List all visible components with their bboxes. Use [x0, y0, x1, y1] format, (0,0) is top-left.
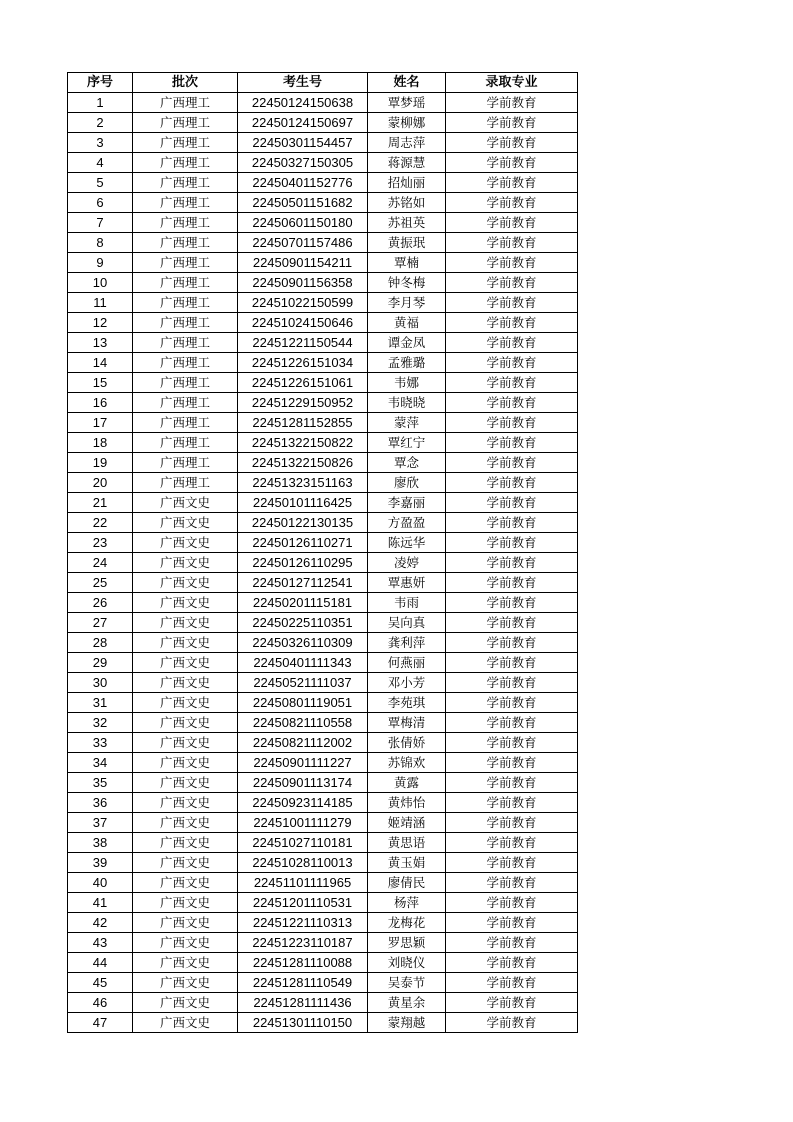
cell-student-name: 姬靖涵 [368, 813, 446, 833]
cell-batch: 广西理工 [133, 353, 238, 373]
table-row [68, 673, 578, 693]
cell-exam-number: 22451322150826 [238, 453, 368, 473]
cell-student-name: 蒙萍 [368, 413, 446, 433]
table-row [68, 593, 578, 613]
cell-serial-number: 41 [68, 893, 133, 913]
cell-batch: 广西理工 [133, 133, 238, 153]
cell-admitted-major: 学前教育 [446, 473, 578, 493]
cell-serial-number: 33 [68, 733, 133, 753]
cell-exam-number: 22450923114185 [238, 793, 368, 813]
cell-batch: 广西理工 [133, 233, 238, 253]
cell-student-name: 蒋源慧 [368, 153, 446, 173]
cell-admitted-major: 学前教育 [446, 633, 578, 653]
cell-batch: 广西文史 [133, 873, 238, 893]
cell-batch: 广西理工 [133, 153, 238, 173]
cell-student-name: 刘晓仪 [368, 953, 446, 973]
cell-admitted-major: 学前教育 [446, 313, 578, 333]
table-row [68, 393, 578, 413]
cell-student-name: 黄露 [368, 773, 446, 793]
cell-admitted-major: 学前教育 [446, 173, 578, 193]
table-row [68, 773, 578, 793]
cell-admitted-major: 学前教育 [446, 733, 578, 753]
cell-batch: 广西理工 [133, 433, 238, 453]
cell-serial-number: 25 [68, 573, 133, 593]
cell-student-name: 韦娜 [368, 373, 446, 393]
cell-admitted-major: 学前教育 [446, 933, 578, 953]
table-row [68, 513, 578, 533]
cell-serial-number: 39 [68, 853, 133, 873]
cell-student-name: 龚利萍 [368, 633, 446, 653]
cell-admitted-major: 学前教育 [446, 553, 578, 573]
cell-admitted-major: 学前教育 [446, 133, 578, 153]
table-row [68, 573, 578, 593]
cell-student-name: 韦雨 [368, 593, 446, 613]
table-row [68, 693, 578, 713]
table-row [68, 413, 578, 433]
cell-batch: 广西文史 [133, 593, 238, 613]
table-row [68, 653, 578, 673]
table-row [68, 193, 578, 213]
cell-admitted-major: 学前教育 [446, 973, 578, 993]
cell-serial-number: 34 [68, 753, 133, 773]
table-row [68, 613, 578, 633]
cell-student-name: 蒙柳娜 [368, 113, 446, 133]
cell-batch: 广西理工 [133, 453, 238, 473]
cell-exam-number: 22450126110295 [238, 553, 368, 573]
cell-exam-number: 22451223110187 [238, 933, 368, 953]
cell-student-name: 覃惠妍 [368, 573, 446, 593]
cell-exam-number: 22451322150822 [238, 433, 368, 453]
cell-student-name: 孟雅璐 [368, 353, 446, 373]
cell-admitted-major: 学前教育 [446, 853, 578, 873]
cell-admitted-major: 学前教育 [446, 993, 578, 1013]
table-row [68, 913, 578, 933]
table-row [68, 933, 578, 953]
cell-exam-number: 22450122130135 [238, 513, 368, 533]
cell-serial-number: 8 [68, 233, 133, 253]
cell-serial-number: 37 [68, 813, 133, 833]
table-row [68, 553, 578, 573]
table-row [68, 793, 578, 813]
cell-serial-number: 27 [68, 613, 133, 633]
cell-batch: 广西理工 [133, 393, 238, 413]
table-row [68, 533, 578, 553]
cell-serial-number: 38 [68, 833, 133, 853]
cell-student-name: 黄炜怡 [368, 793, 446, 813]
header-serial-number: 序号 [68, 73, 133, 93]
cell-admitted-major: 学前教育 [446, 113, 578, 133]
cell-batch: 广西文史 [133, 513, 238, 533]
cell-exam-number: 22451226151061 [238, 373, 368, 393]
cell-student-name: 罗思颖 [368, 933, 446, 953]
table-row [68, 853, 578, 873]
cell-student-name: 周志萍 [368, 133, 446, 153]
cell-student-name: 廖欣 [368, 473, 446, 493]
cell-serial-number: 21 [68, 493, 133, 513]
table-header-row [68, 73, 578, 93]
cell-admitted-major: 学前教育 [446, 453, 578, 473]
cell-student-name: 吴泰节 [368, 973, 446, 993]
cell-batch: 广西文史 [133, 913, 238, 933]
cell-exam-number: 22450225110351 [238, 613, 368, 633]
cell-batch: 广西文史 [133, 673, 238, 693]
cell-exam-number: 22450326110309 [238, 633, 368, 653]
cell-admitted-major: 学前教育 [446, 893, 578, 913]
cell-batch: 广西理工 [133, 193, 238, 213]
cell-batch: 广西理工 [133, 213, 238, 233]
cell-batch: 广西文史 [133, 493, 238, 513]
cell-serial-number: 29 [68, 653, 133, 673]
table-row [68, 993, 578, 1013]
cell-exam-number: 22451101111965 [238, 873, 368, 893]
cell-admitted-major: 学前教育 [446, 753, 578, 773]
cell-batch: 广西文史 [133, 833, 238, 853]
cell-batch: 广西文史 [133, 773, 238, 793]
table-row [68, 333, 578, 353]
cell-batch: 广西文史 [133, 733, 238, 753]
table-row [68, 713, 578, 733]
cell-student-name: 杨萍 [368, 893, 446, 913]
cell-admitted-major: 学前教育 [446, 813, 578, 833]
cell-student-name: 覃念 [368, 453, 446, 473]
cell-exam-number: 22451229150952 [238, 393, 368, 413]
cell-student-name: 覃梅清 [368, 713, 446, 733]
cell-student-name: 谭金凤 [368, 333, 446, 353]
header-admitted-major: 录取专业 [446, 73, 578, 93]
cell-exam-number: 22450701157486 [238, 233, 368, 253]
cell-admitted-major: 学前教育 [446, 1013, 578, 1033]
cell-serial-number: 22 [68, 513, 133, 533]
cell-batch: 广西文史 [133, 933, 238, 953]
cell-exam-number: 22450901111227 [238, 753, 368, 773]
cell-exam-number: 22450601150180 [238, 213, 368, 233]
cell-exam-number: 22450901113174 [238, 773, 368, 793]
cell-serial-number: 47 [68, 1013, 133, 1033]
cell-serial-number: 4 [68, 153, 133, 173]
cell-admitted-major: 学前教育 [446, 833, 578, 853]
cell-serial-number: 43 [68, 933, 133, 953]
header-exam-number: 考生号 [238, 73, 368, 93]
cell-student-name: 苏祖英 [368, 213, 446, 233]
table-row [68, 373, 578, 393]
table-row [68, 433, 578, 453]
cell-admitted-major: 学前教育 [446, 413, 578, 433]
cell-batch: 广西理工 [133, 173, 238, 193]
cell-admitted-major: 学前教育 [446, 233, 578, 253]
table-row [68, 493, 578, 513]
cell-batch: 广西文史 [133, 793, 238, 813]
table-row [68, 473, 578, 493]
cell-serial-number: 16 [68, 393, 133, 413]
cell-admitted-major: 学前教育 [446, 333, 578, 353]
cell-student-name: 方盈盈 [368, 513, 446, 533]
table-row [68, 213, 578, 233]
cell-serial-number: 10 [68, 273, 133, 293]
cell-admitted-major: 学前教育 [446, 513, 578, 533]
table-row [68, 273, 578, 293]
cell-admitted-major: 学前教育 [446, 793, 578, 813]
cell-exam-number: 22450201115181 [238, 593, 368, 613]
cell-student-name: 苏铭如 [368, 193, 446, 213]
cell-serial-number: 5 [68, 173, 133, 193]
cell-batch: 广西理工 [133, 313, 238, 333]
cell-serial-number: 13 [68, 333, 133, 353]
table-row [68, 173, 578, 193]
cell-batch: 广西文史 [133, 973, 238, 993]
cell-exam-number: 22451024150646 [238, 313, 368, 333]
cell-batch: 广西文史 [133, 753, 238, 773]
cell-admitted-major: 学前教育 [446, 773, 578, 793]
cell-serial-number: 40 [68, 873, 133, 893]
cell-exam-number: 22451221110313 [238, 913, 368, 933]
cell-exam-number: 22450327150305 [238, 153, 368, 173]
cell-admitted-major: 学前教育 [446, 93, 578, 113]
cell-student-name: 覃梦瑶 [368, 93, 446, 113]
cell-serial-number: 3 [68, 133, 133, 153]
table-row [68, 753, 578, 773]
header-student-name: 姓名 [368, 73, 446, 93]
cell-exam-number: 22451221150544 [238, 333, 368, 353]
cell-student-name: 韦晓晓 [368, 393, 446, 413]
cell-exam-number: 22450101116425 [238, 493, 368, 513]
cell-admitted-major: 学前教育 [446, 433, 578, 453]
cell-student-name: 招灿丽 [368, 173, 446, 193]
cell-exam-number: 22450124150638 [238, 93, 368, 113]
cell-student-name: 蒙翔越 [368, 1013, 446, 1033]
table-row [68, 873, 578, 893]
table-row [68, 93, 578, 113]
cell-exam-number: 22450801119051 [238, 693, 368, 713]
cell-exam-number: 22451001111279 [238, 813, 368, 833]
cell-student-name: 苏锦欢 [368, 753, 446, 773]
cell-exam-number: 22450521111037 [238, 673, 368, 693]
cell-exam-number: 22451028110013 [238, 853, 368, 873]
cell-student-name: 李嘉丽 [368, 493, 446, 513]
cell-student-name: 黄星余 [368, 993, 446, 1013]
cell-student-name: 吴向真 [368, 613, 446, 633]
cell-serial-number: 45 [68, 973, 133, 993]
cell-batch: 广西文史 [133, 1013, 238, 1033]
cell-batch: 广西文史 [133, 893, 238, 913]
cell-exam-number: 22450901156358 [238, 273, 368, 293]
table-row [68, 633, 578, 653]
cell-serial-number: 12 [68, 313, 133, 333]
cell-admitted-major: 学前教育 [446, 353, 578, 373]
cell-admitted-major: 学前教育 [446, 273, 578, 293]
cell-serial-number: 11 [68, 293, 133, 313]
cell-batch: 广西文史 [133, 713, 238, 733]
cell-student-name: 黄振珉 [368, 233, 446, 253]
cell-serial-number: 42 [68, 913, 133, 933]
cell-student-name: 张倩娇 [368, 733, 446, 753]
table-row [68, 733, 578, 753]
cell-exam-number: 22450821112002 [238, 733, 368, 753]
table-row [68, 953, 578, 973]
cell-admitted-major: 学前教育 [446, 873, 578, 893]
cell-admitted-major: 学前教育 [446, 573, 578, 593]
cell-admitted-major: 学前教育 [446, 913, 578, 933]
cell-batch: 广西理工 [133, 113, 238, 133]
table-row [68, 893, 578, 913]
cell-exam-number: 22451027110181 [238, 833, 368, 853]
table-row [68, 153, 578, 173]
table-row [68, 133, 578, 153]
admission-roster-table [67, 72, 578, 1033]
cell-serial-number: 46 [68, 993, 133, 1013]
cell-exam-number: 22451281110088 [238, 953, 368, 973]
cell-batch: 广西文史 [133, 693, 238, 713]
cell-exam-number: 22451022150599 [238, 293, 368, 313]
cell-admitted-major: 学前教育 [446, 373, 578, 393]
table-row [68, 833, 578, 853]
table-row [68, 313, 578, 333]
cell-serial-number: 28 [68, 633, 133, 653]
cell-student-name: 黄福 [368, 313, 446, 333]
cell-serial-number: 1 [68, 93, 133, 113]
cell-admitted-major: 学前教育 [446, 713, 578, 733]
cell-student-name: 邓小芳 [368, 673, 446, 693]
cell-batch: 广西文史 [133, 953, 238, 973]
cell-admitted-major: 学前教育 [446, 653, 578, 673]
cell-admitted-major: 学前教育 [446, 193, 578, 213]
cell-student-name: 陈远华 [368, 533, 446, 553]
cell-student-name: 覃红宁 [368, 433, 446, 453]
cell-serial-number: 18 [68, 433, 133, 453]
cell-exam-number: 22451226151034 [238, 353, 368, 373]
admission-roster-sheet [67, 72, 578, 1033]
cell-exam-number: 22451301110150 [238, 1013, 368, 1033]
cell-batch: 广西文史 [133, 553, 238, 573]
cell-exam-number: 22450501151682 [238, 193, 368, 213]
cell-student-name: 黄玉娟 [368, 853, 446, 873]
cell-admitted-major: 学前教育 [446, 693, 578, 713]
cell-serial-number: 15 [68, 373, 133, 393]
cell-batch: 广西文史 [133, 853, 238, 873]
cell-admitted-major: 学前教育 [446, 533, 578, 553]
cell-student-name: 凌婷 [368, 553, 446, 573]
cell-exam-number: 22450901154211 [238, 253, 368, 273]
cell-batch: 广西理工 [133, 333, 238, 353]
cell-serial-number: 24 [68, 553, 133, 573]
cell-serial-number: 17 [68, 413, 133, 433]
cell-student-name: 黄思语 [368, 833, 446, 853]
cell-exam-number: 22451281110549 [238, 973, 368, 993]
cell-serial-number: 2 [68, 113, 133, 133]
cell-batch: 广西文史 [133, 653, 238, 673]
cell-exam-number: 22451323151163 [238, 473, 368, 493]
table-row [68, 1013, 578, 1033]
cell-exam-number: 22450124150697 [238, 113, 368, 133]
cell-batch: 广西文史 [133, 573, 238, 593]
cell-student-name: 何燕丽 [368, 653, 446, 673]
cell-serial-number: 35 [68, 773, 133, 793]
cell-admitted-major: 学前教育 [446, 293, 578, 313]
cell-exam-number: 22450401111343 [238, 653, 368, 673]
cell-admitted-major: 学前教育 [446, 393, 578, 413]
cell-serial-number: 14 [68, 353, 133, 373]
cell-admitted-major: 学前教育 [446, 953, 578, 973]
cell-exam-number: 22450126110271 [238, 533, 368, 553]
cell-batch: 广西文史 [133, 633, 238, 653]
cell-serial-number: 9 [68, 253, 133, 273]
cell-serial-number: 31 [68, 693, 133, 713]
cell-serial-number: 32 [68, 713, 133, 733]
cell-batch: 广西文史 [133, 533, 238, 553]
cell-exam-number: 22450301154457 [238, 133, 368, 153]
cell-batch: 广西理工 [133, 253, 238, 273]
cell-admitted-major: 学前教育 [446, 213, 578, 233]
cell-serial-number: 44 [68, 953, 133, 973]
cell-student-name: 李月琴 [368, 293, 446, 313]
cell-batch: 广西理工 [133, 473, 238, 493]
table-row [68, 233, 578, 253]
cell-student-name: 龙梅花 [368, 913, 446, 933]
header-batch: 批次 [133, 73, 238, 93]
cell-serial-number: 23 [68, 533, 133, 553]
cell-student-name: 钟冬梅 [368, 273, 446, 293]
cell-admitted-major: 学前教育 [446, 673, 578, 693]
cell-admitted-major: 学前教育 [446, 153, 578, 173]
cell-exam-number: 22451201110531 [238, 893, 368, 913]
cell-exam-number: 22450127112541 [238, 573, 368, 593]
table-row [68, 453, 578, 473]
table-body [68, 93, 578, 1033]
cell-batch: 广西理工 [133, 273, 238, 293]
cell-exam-number: 22451281152855 [238, 413, 368, 433]
cell-batch: 广西理工 [133, 373, 238, 393]
cell-admitted-major: 学前教育 [446, 613, 578, 633]
cell-exam-number: 22451281111436 [238, 993, 368, 1013]
cell-serial-number: 7 [68, 213, 133, 233]
cell-exam-number: 22450821110558 [238, 713, 368, 733]
table-row [68, 813, 578, 833]
cell-serial-number: 19 [68, 453, 133, 473]
cell-admitted-major: 学前教育 [446, 493, 578, 513]
cell-batch: 广西文史 [133, 813, 238, 833]
cell-exam-number: 22450401152776 [238, 173, 368, 193]
cell-batch: 广西文史 [133, 613, 238, 633]
cell-admitted-major: 学前教育 [446, 593, 578, 613]
cell-admitted-major: 学前教育 [446, 253, 578, 273]
table-row [68, 293, 578, 313]
cell-student-name: 李苑琪 [368, 693, 446, 713]
cell-student-name: 廖倩民 [368, 873, 446, 893]
cell-serial-number: 26 [68, 593, 133, 613]
table-row [68, 973, 578, 993]
cell-serial-number: 6 [68, 193, 133, 213]
cell-student-name: 覃楠 [368, 253, 446, 273]
cell-serial-number: 30 [68, 673, 133, 693]
table-row [68, 353, 578, 373]
cell-batch: 广西理工 [133, 293, 238, 313]
cell-serial-number: 20 [68, 473, 133, 493]
table-row [68, 253, 578, 273]
cell-batch: 广西理工 [133, 413, 238, 433]
cell-batch: 广西理工 [133, 93, 238, 113]
table-row [68, 113, 578, 133]
cell-serial-number: 36 [68, 793, 133, 813]
cell-batch: 广西文史 [133, 993, 238, 1013]
